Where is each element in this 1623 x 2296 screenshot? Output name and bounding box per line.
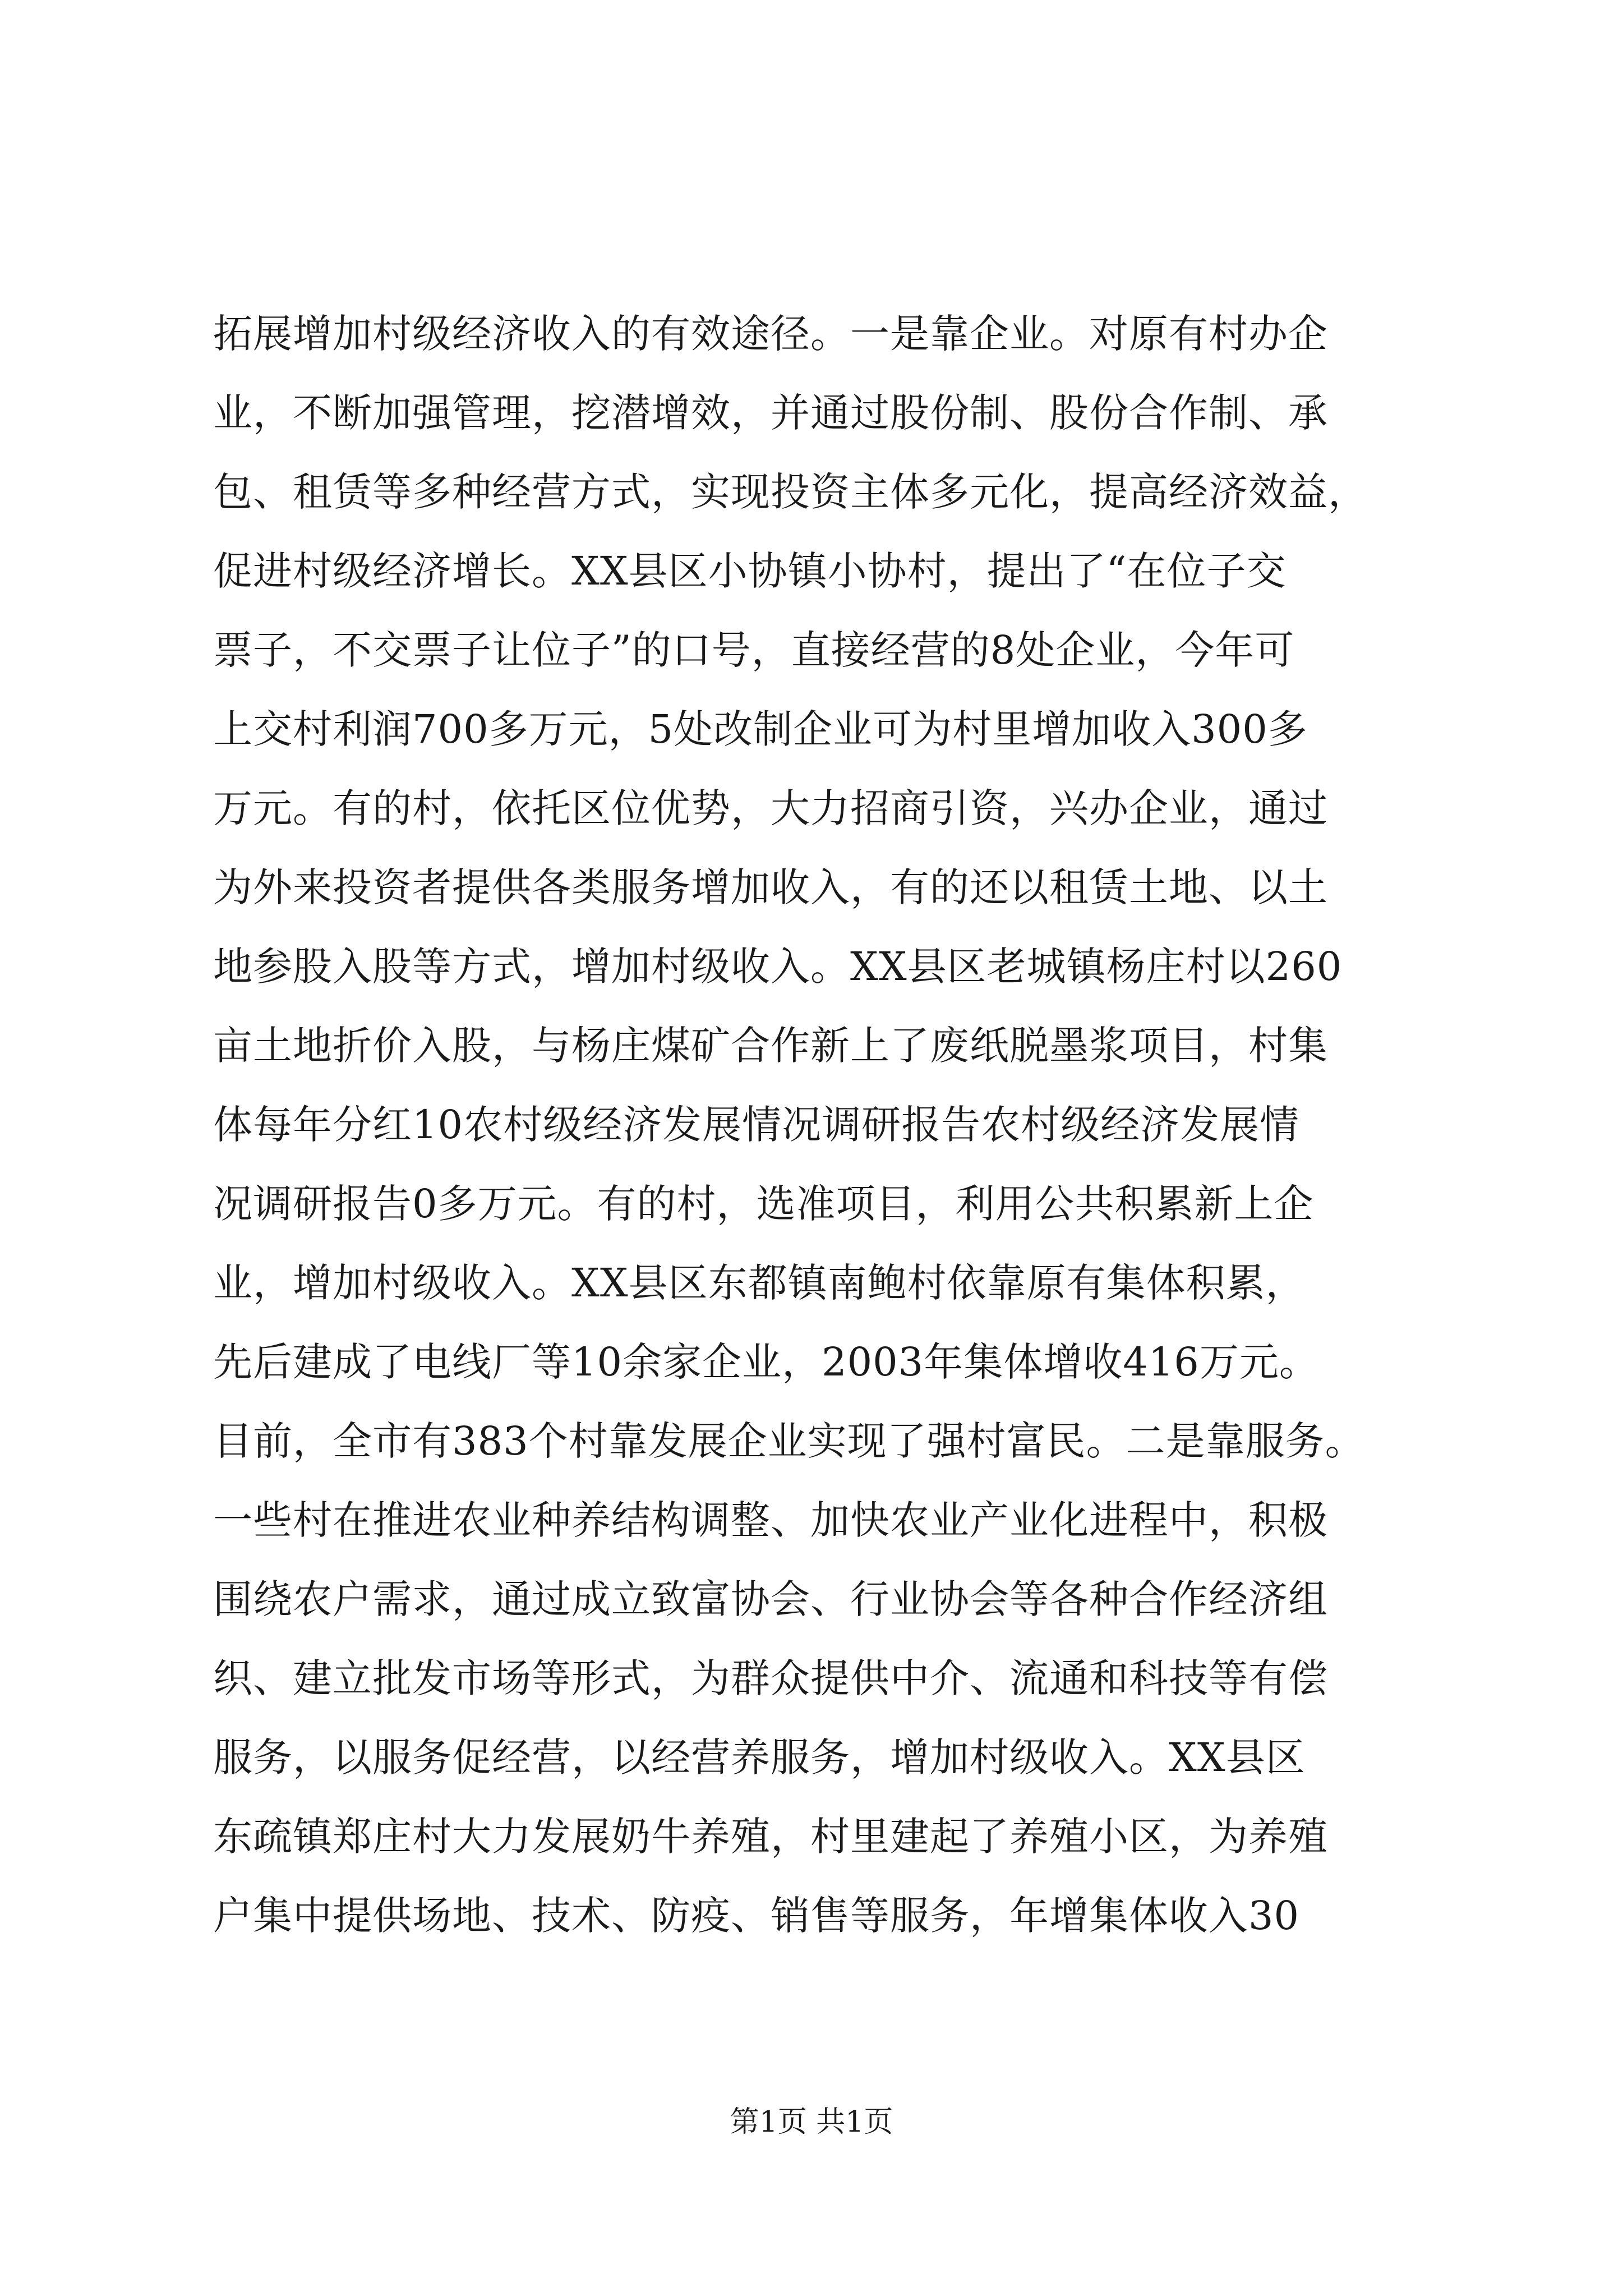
- text-line: 亩土地折价入股，与杨庄煤矿合作新上了废纸脱墨浆项目，村集: [213, 1023, 1328, 1069]
- text-line: 业，不断加强管理，挖潜增效，并通过股份制、股份合作制、承: [213, 390, 1328, 436]
- text-line: 一些村在推进农业种养结构调整、加快农业产业化进程中，积极: [213, 1497, 1328, 1543]
- text-line: 先后建成了电线厂等10余家企业，2003年集体增收416万元。: [213, 1339, 1319, 1385]
- text-line: 况调研报告0多万元。有的村，选准项目，利用公共积累新上企: [213, 1181, 1314, 1227]
- text-line: 包、租赁等多种经营方式，实现投资主体多元化，提高经济效益，: [213, 469, 1368, 515]
- text-line: 织、建立批发市场等形式，为群众提供中介、流通和科技等有偿: [213, 1655, 1328, 1701]
- text-line: 户集中提供场地、技术、防疫、销售等服务，年增集体收入30: [213, 1893, 1300, 1939]
- text-line: 体每年分红10农村级经济发展情况调研报告农村级经济发展情: [213, 1102, 1300, 1148]
- body-text: [213, 295, 1447, 1955]
- text-line: 为外来投资者提供各类服务增加收入，有的还以租赁土地、以土: [213, 864, 1328, 910]
- text-line: 地参股入股等方式，增加村级收入。XX县区老城镇杨庄村以260: [213, 944, 1343, 990]
- text-line: 万元。有的村，依托区位优势，大力招商引资，兴办企业，通过: [213, 785, 1328, 831]
- text-line: 票子，不交票子让位子”的口号，直接经营的8处企业，今年可: [213, 627, 1295, 673]
- text-line: 东疏镇郑庄村大力发展奶牛养殖，村里建起了养殖小区，为养殖: [213, 1814, 1328, 1860]
- page-footer: [0, 2098, 1623, 2140]
- text-line: 拓展增加村级经济收入的有效途径。一是靠企业。对原有村办企: [213, 311, 1328, 357]
- page-number: 第1页 共1页: [730, 2105, 893, 2139]
- text-line: 促进村级经济增长。XX县区小协镇小协村，提出了“在位子交: [213, 548, 1287, 594]
- text-line: 围绕农户需求，通过成立致富协会、行业协会等各种合作经济组: [213, 1576, 1328, 1622]
- text-line: 业，增加村级收入。XX县区东都镇南鲍村依靠原有集体积累，: [213, 1260, 1306, 1306]
- text-line: 上交村利润700多万元，5处改制企业可为村里增加收入300多: [213, 706, 1308, 752]
- text-line: 服务，以服务促经营，以经营养服务，增加村级收入。XX县区: [213, 1734, 1306, 1780]
- text-line: 目前，全市有383个村靠发展企业实现了强村富民。二是靠服务。: [213, 1418, 1365, 1464]
